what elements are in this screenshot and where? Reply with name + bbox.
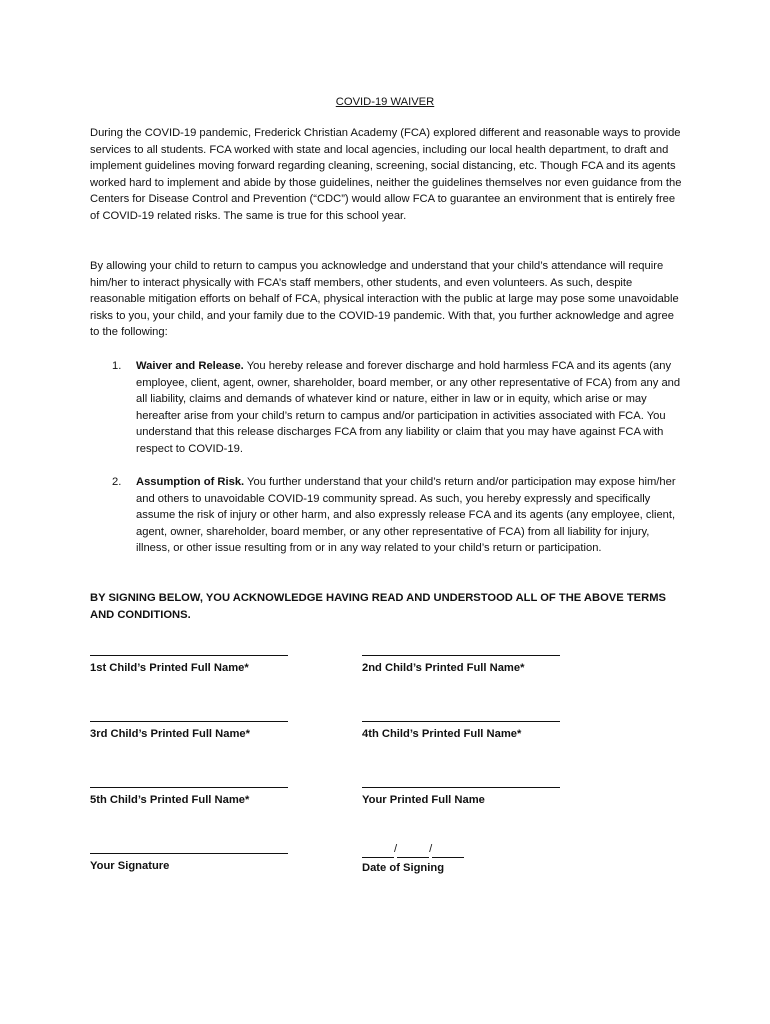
field-label: 2nd Child’s Printed Full Name* [362,662,525,674]
list-body [136,474,682,557]
list-body [136,358,682,458]
attendance-paragraph: By allowing your child to return to campus you acknowledge and understand that your child’s attendance will require him/her to interact physically with FCA’s staff members, other students, and even volunteers. As such, despite reasonable mitigation efforts on behalf of FCA, physical interaction with the public at large may pose some unavoidable risks to you, your child, and your family due to the COVID-19 pandemic. With that, you further acknowledge and agree to the following: [90,260,679,339]
your-name-field[interactable] [362,787,562,809]
list-item-risk [90,474,682,557]
field-label: Date of Signing [362,861,445,874]
signature-line[interactable] [362,787,560,788]
list-heading: Waiver and Release. [136,360,244,372]
signature-line[interactable] [362,721,560,722]
signature-line[interactable] [90,655,288,656]
signature-line[interactable] [362,655,560,656]
page-title: COVID-19 WAIVER [335,96,435,108]
acknowledgement-text: BY SIGNING BELOW, YOU ACKNOWLEDGE HAVING READ AND UNDERSTOOD ALL OF THE ABOVE TERMS AND CONDITIONS. [90,592,666,621]
date-field[interactable] [362,841,562,876]
intro-paragraph: During the COVID-19 pandemic, Frederick Christian Academy (FCA) explored different and reasonable ways to provide services to all students. FCA worked with state and local agencies, including our local health department, to draft and implement guidelines moving forward regarding cleaning, screening, social distancing, etc. Though FCA and its agents worked hard to implement and abide by those guidelines, neither the guidelines themselves nor even guidance from the Centers for Disease Control and Prevention (“CDC”) would allow FCA to guarantee an environment that is entirely free of COVID-19 related risks. The same is true for this school year. [90,127,682,222]
field-label: 3rd Child’s Printed Full Name* [90,728,250,740]
child3-name-field[interactable] [90,721,290,743]
signature-line[interactable] [90,787,288,788]
child1-name-field[interactable] [90,655,290,677]
signature-line[interactable] [90,721,288,722]
year-blank[interactable] [432,845,464,858]
list-heading: Assumption of Risk. [136,476,245,488]
date-blanks[interactable] [362,841,562,858]
field-label: 4th Child’s Printed Full Name* [362,728,522,740]
list-item-waiver [90,358,682,458]
list-text: You further understand that your child’s return and/or participation may expose him/her and others to unavoidable COVID-19 community spread. As such, you hereby expressly and specifically assume the risk of injury or other harm, and also expressly release FCA and its agents (any employee, client, agent, owner, shareholder, board member, or any other representative of FCA) from all liability for injury, illness, or other issue resulting from or in any way related to your child’s return or participation. [136,476,676,555]
field-label: 5th Child’s Printed Full Name* [90,794,250,806]
list-number: 2. [112,476,122,488]
signature-line[interactable] [90,853,288,854]
month-blank[interactable] [362,845,394,858]
list-text: You hereby release and forever discharge and hold harmless FCA and its agents (any employee, client, agent, owner, shareholder, board member, or any other representative of FCA) from any and all liability, claims and demands of whatever kind or nature, either in law or in equity, which arise or may hereafter arise from your child’s return to campus and/or participation in activities associated with FCA. You understand that this release discharges FCA from any liability or claim that you may have against FCA with respect to COVID-19. [136,360,681,455]
child4-name-field[interactable] [362,721,562,743]
day-blank[interactable] [397,845,429,858]
list-number: 1. [112,360,122,372]
field-label: Your Signature [90,860,170,872]
child5-name-field[interactable] [90,787,290,809]
date-separator: / [429,843,433,855]
field-label: 1st Child’s Printed Full Name* [90,662,249,674]
signature-field[interactable] [90,853,290,875]
field-label: Your Printed Full Name [362,794,485,806]
child2-name-field[interactable] [362,655,562,677]
date-separator: / [394,843,398,855]
